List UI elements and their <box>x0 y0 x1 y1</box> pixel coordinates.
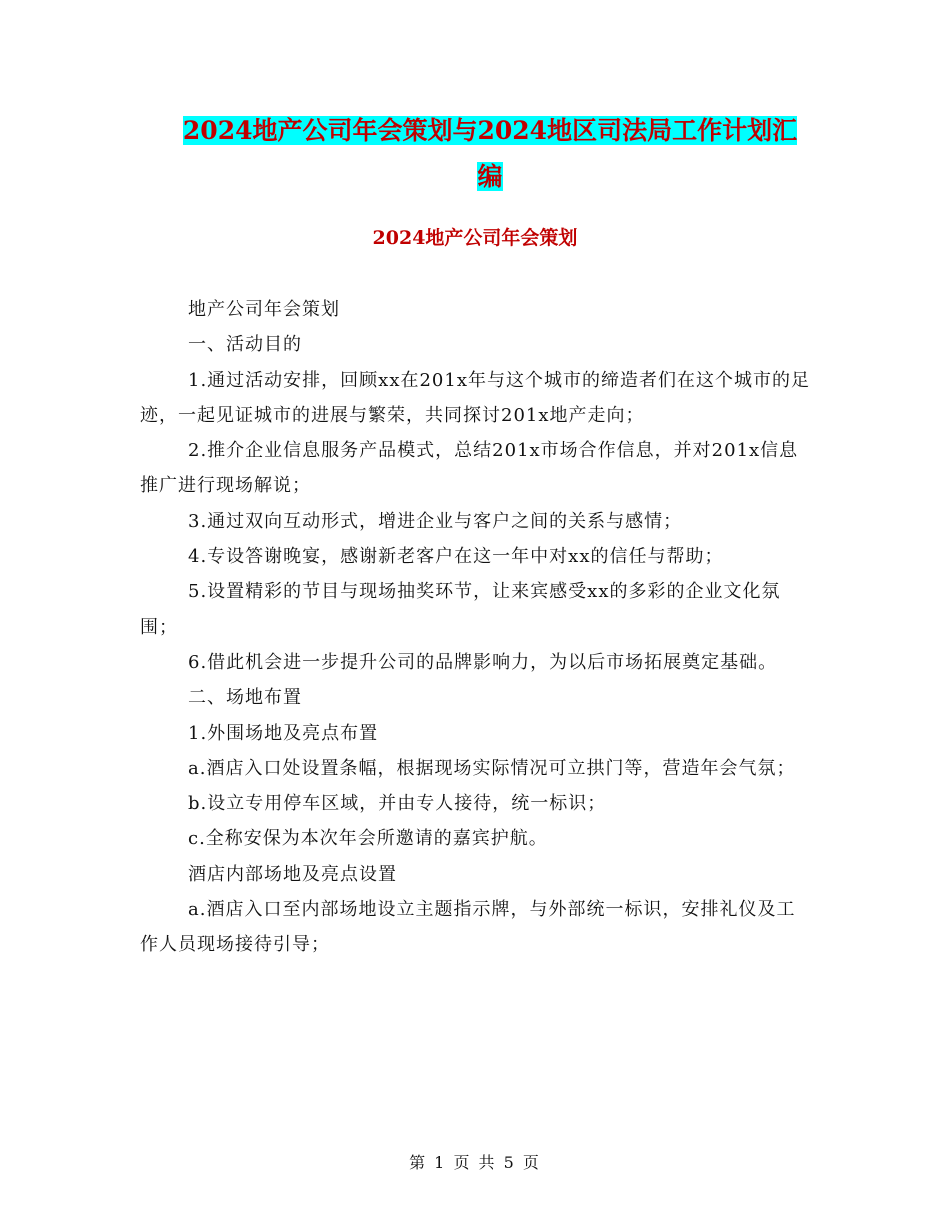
paragraph: 二、场地布置 <box>188 687 302 709</box>
section-title: 2024地产公司年会策划 <box>372 227 578 249</box>
document-title-line-2: 编 <box>477 162 503 191</box>
paragraph: 一、活动目的 <box>188 334 302 356</box>
paragraph: 酒店内部场地及亮点设置 <box>188 863 397 885</box>
paragraph: b.设立专用停车区域，并由专人接待，统一标识； <box>188 793 607 815</box>
paragraph: a.酒店入口处设置条幅，根据现场实际情况可立拱门等，营造年会气氛； <box>188 757 796 779</box>
document-title-line-1: 2024地产公司年会策划与2024地区司法局工作计划汇 <box>182 116 798 145</box>
document-body <box>140 292 812 963</box>
paragraph: 3.通过双向互动形式，增进企业与客户之间的关系与感情； <box>188 510 683 532</box>
paragraph: 6.借此机会进一步提升公司的品牌影响力，为以后市场拓展奠定基础。 <box>188 651 778 673</box>
page-footer: 第 1 页 共 5 页 <box>409 1153 541 1172</box>
document-title <box>120 108 860 200</box>
paragraph: c.全称安保为本次年会所邀请的嘉宾护航。 <box>188 828 548 850</box>
paragraph: 1.外围场地及亮点布置 <box>188 722 379 744</box>
paragraph: 2.推介企业信息服务产品模式，总结201x市场合作信息，并对201x信息推广进行现场解说； <box>140 440 799 497</box>
paragraph: 地产公司年会策划 <box>188 299 340 320</box>
paragraph: 1.通过活动安排，回顾xx在201x年与这个城市的缔造者们在这个城市的足迹，一起见证城市的进展与繁荣，共同探讨201x地产走向； <box>140 369 810 426</box>
paragraph: 4.专设答谢晚宴，感谢新老客户在这一年中对xx的信任与帮助； <box>188 546 724 568</box>
paragraph: 5.设置精彩的节目与现场抽奖环节，让来宾感受xx的多彩的企业文化氛围； <box>140 581 781 638</box>
paragraph: a.酒店入口至内部场地设立主题指示牌，与外部统一标识，安排礼仪及工作人员现场接待引导； <box>140 899 796 956</box>
